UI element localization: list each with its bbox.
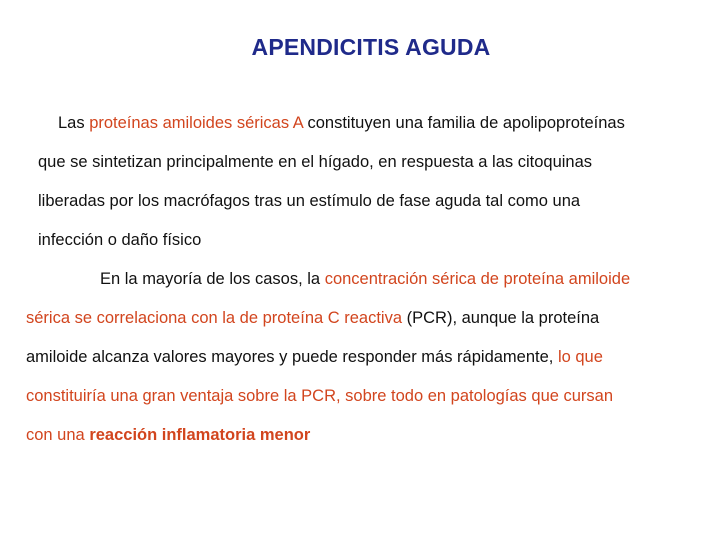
text: Las [58, 114, 90, 132]
paragraph1-line4: infección o daño físico [38, 231, 202, 249]
highlight-text: con una [26, 426, 90, 444]
text: constituyen una familia de apolipoproteínas [302, 114, 625, 132]
paragraph1-line2: que se sintetizan principalmente en el hígado, en respuesta a las citoquinas [38, 153, 593, 171]
highlight-bold-text: reacción inflamatoria menor [89, 426, 311, 444]
highlight-text: sérica se correlaciona con la de proteína C reactiva [26, 309, 403, 327]
highlight-text: proteínas amiloides séricas A [89, 114, 303, 132]
paragraph1-line3: liberadas por los macrófagos tras un estímulo de fase aguda tal como una [38, 192, 581, 210]
text: amiloide alcanza valores mayores y puede responder más rápidamente, [26, 348, 558, 366]
paragraph1-line1 [58, 113, 625, 133]
highlight-text: lo que [557, 348, 603, 366]
paragraph2-line2 [26, 308, 599, 328]
highlight-text: concentración sérica de proteína amiloide [324, 270, 631, 288]
paragraph2-line1 [100, 269, 630, 289]
paragraph2-line4: constituiría una gran ventaja sobre la PCR, sobre todo en patologías que cursan [26, 387, 614, 405]
paragraph2-line5 [26, 425, 310, 445]
page-title: APENDICITIS AGUDA [251, 34, 491, 60]
text: En la mayoría de los casos, la [100, 270, 325, 288]
text: (PCR), aunque la proteína [402, 309, 600, 327]
paragraph2-line3 [26, 347, 603, 367]
